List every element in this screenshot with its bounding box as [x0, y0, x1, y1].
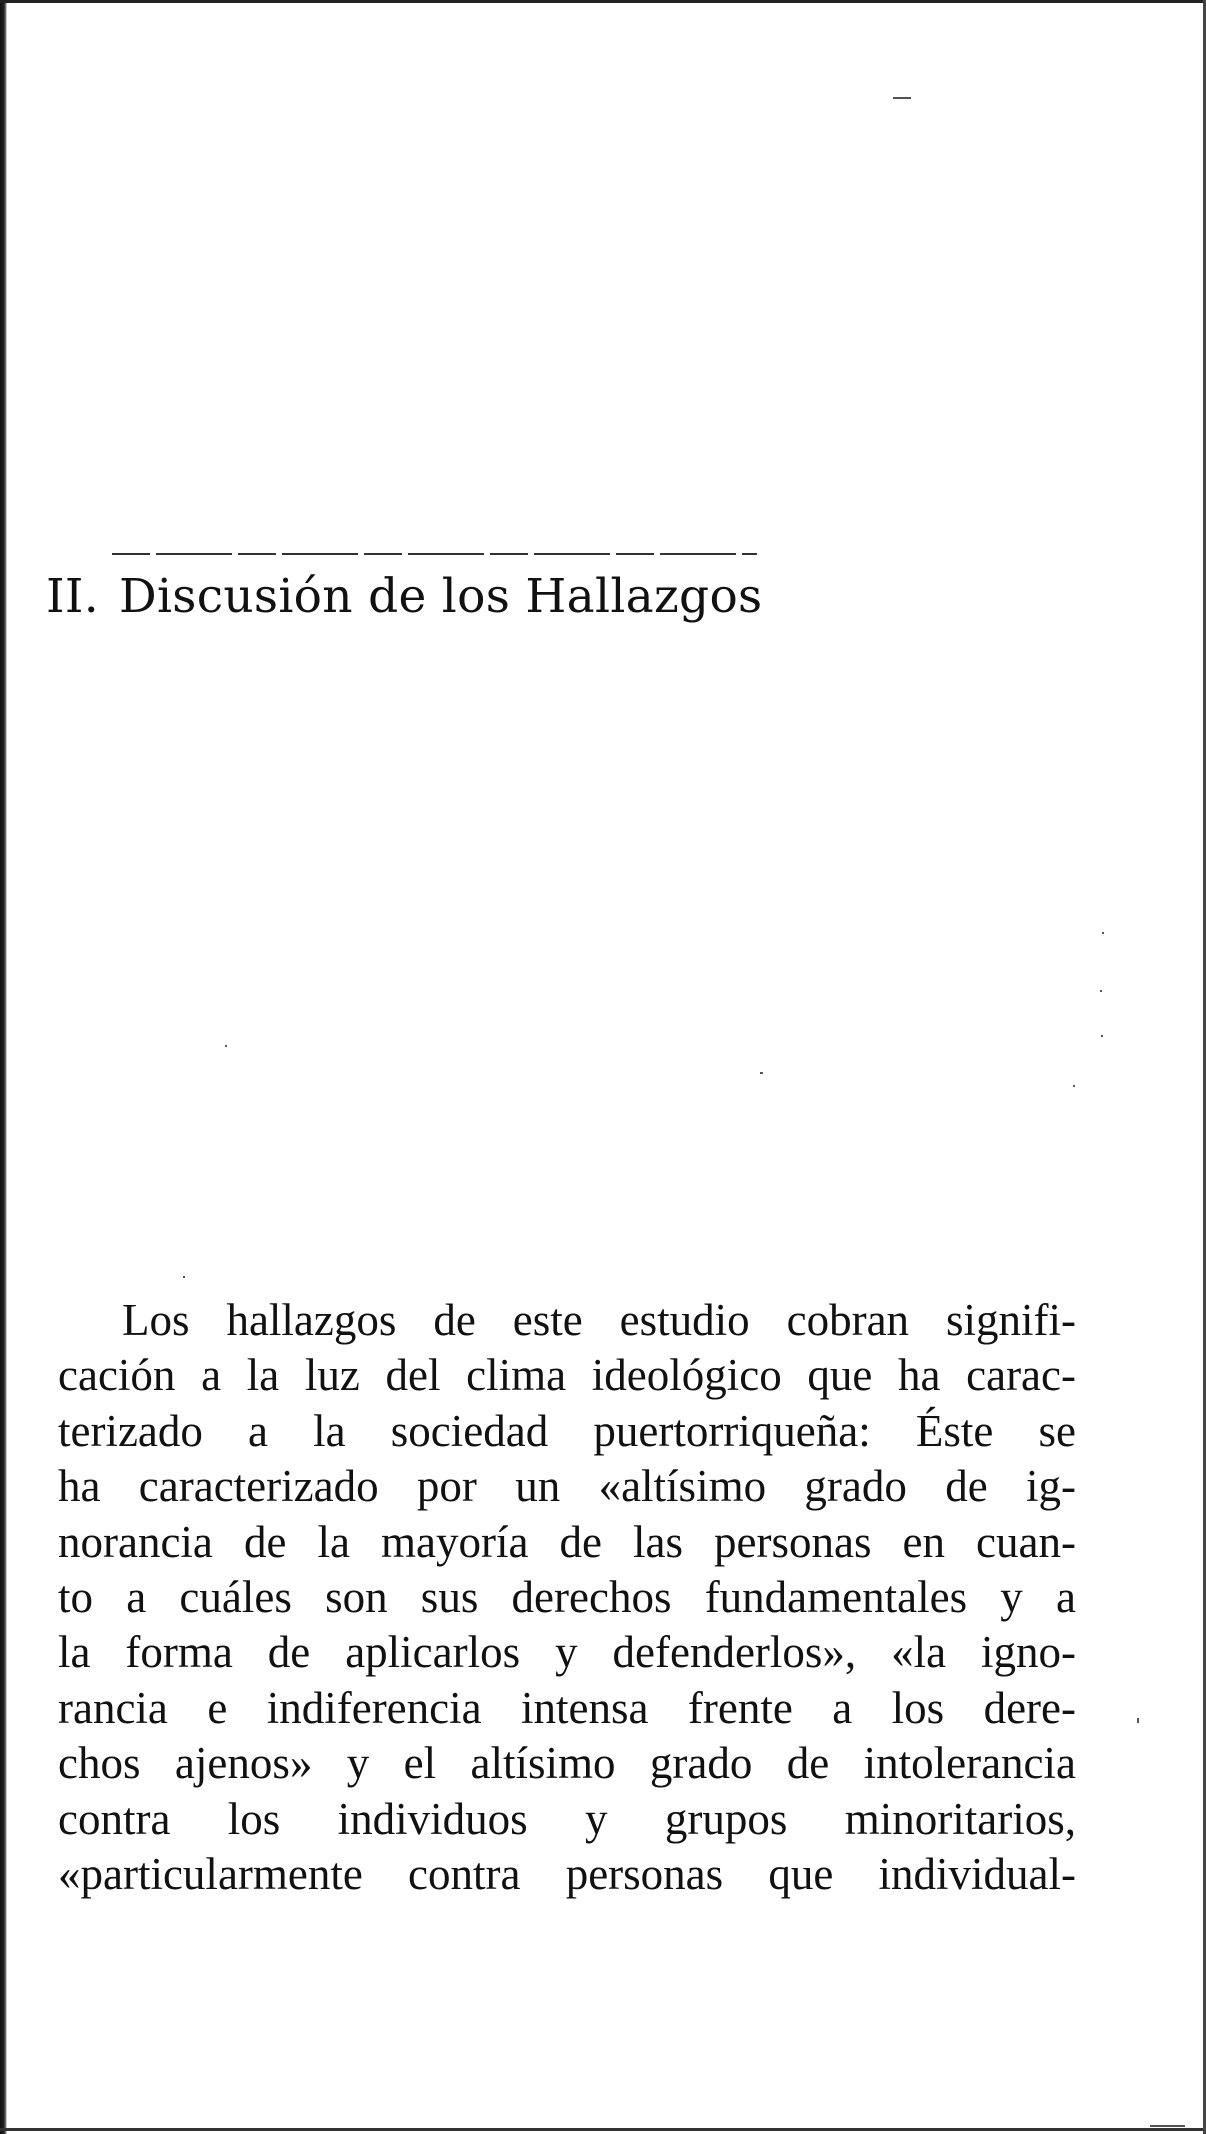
heading-rule — [112, 553, 757, 555]
scan-speck — [225, 1045, 227, 1047]
text-line: «particularmente contra personas que individual- — [58, 1848, 1076, 1899]
scan-speck — [183, 1276, 185, 1278]
scan-edge-bottom — [0, 2128, 1206, 2131]
scan-edge-left — [0, 0, 7, 2134]
scan-speck — [1073, 1085, 1075, 1087]
text-line: chos ajenos» y el altísimo grado de intolerancia — [58, 1738, 1076, 1789]
text-line: la forma de aplicarlos y defenderlos», «la igno- — [58, 1627, 1076, 1678]
scan-speck — [893, 97, 911, 99]
text-line: terizado a la sociedad puertorriqueña: Éste se — [58, 1405, 1076, 1456]
scan-speck — [760, 1072, 763, 1074]
scan-speck — [1101, 1035, 1103, 1037]
scan-edge-top — [0, 0, 1206, 3]
text-line: rancia e indiferencia intensa frente a los dere- — [58, 1682, 1076, 1733]
scan-speck — [1100, 990, 1102, 992]
text-line: contra los individuos y grupos minoritarios, — [58, 1793, 1076, 1844]
body-paragraph — [58, 1293, 1076, 1902]
text-line: norancia de la mayoría de las personas en cuan- — [58, 1516, 1076, 1567]
text-line: cación a la luz del clima ideológico que ha carac- — [58, 1350, 1076, 1401]
section-heading — [46, 562, 762, 632]
text-line: to a cuáles son sus derechos fundamentales y a — [58, 1571, 1076, 1622]
text-line: ha caracterizado por un «altísimo grado de ig- — [58, 1461, 1076, 1512]
section-title: Discusión de los Hallazgos — [118, 569, 763, 624]
text-line: Los hallazgos de este estudio cobran signifi- — [122, 1295, 1076, 1345]
scan-speck — [1102, 932, 1104, 934]
scan-speck — [1137, 1718, 1139, 1723]
section-number: II. — [46, 569, 99, 624]
scan-speck — [1150, 2125, 1185, 2127]
